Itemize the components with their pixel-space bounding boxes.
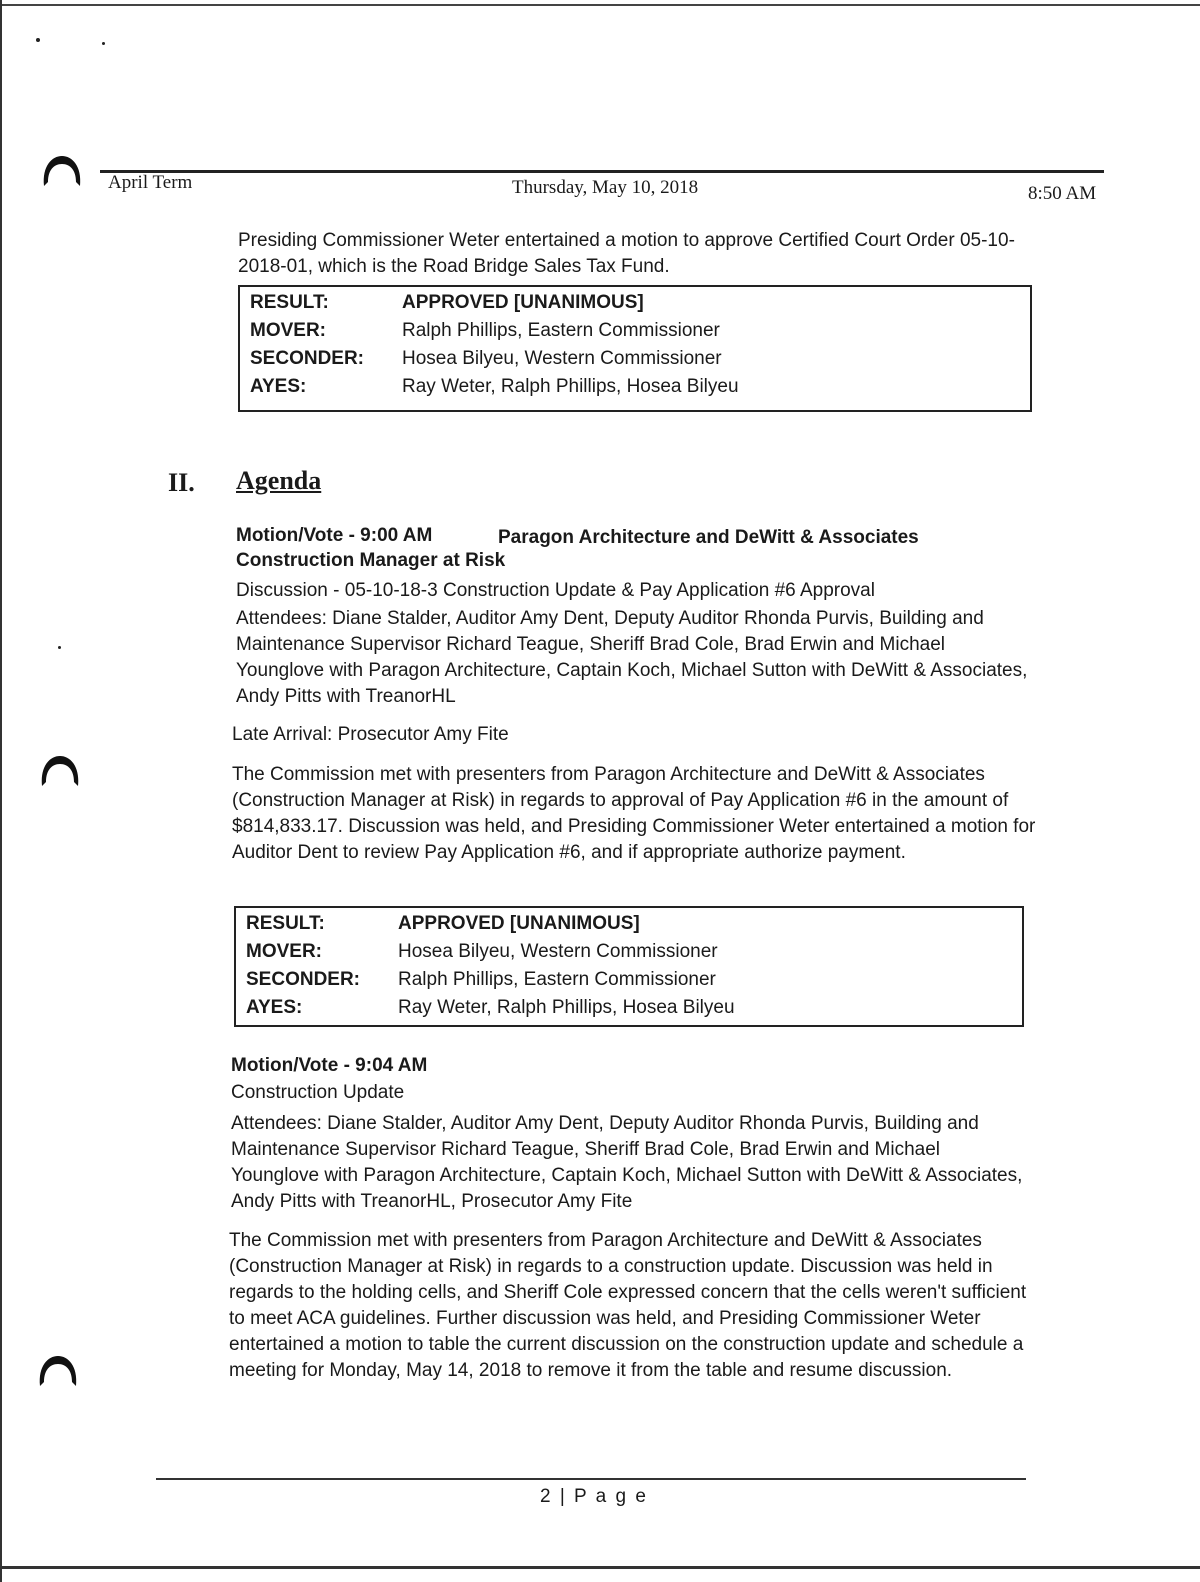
scan-speck — [36, 38, 40, 42]
motion-subtitle: Construction Manager at Risk — [236, 550, 506, 571]
punch-hole-icon — [38, 752, 82, 792]
motion-label: Motion/Vote - 9:04 AM — [231, 1055, 428, 1076]
attendees-paragraph: Attendees: Diane Stalder, Auditor Amy Dent, Deputy Auditor Rhonda Purvis, Building and Maintenance Supervisor Richard Teague, Sheriff Brad Cole, Brad Erwin and Michael Younglove with Paragon Architecture, Captain Koch, Michael Sutton with DeWitt & Associates, Andy Pitts with TreanorHL, Prosecutor Amy Fite — [231, 1113, 1023, 1212]
punch-hole-icon — [36, 1352, 80, 1392]
vote-table — [234, 906, 1024, 1027]
scan-speck — [102, 42, 105, 45]
vote-row-ayes — [246, 994, 1022, 1022]
intro-paragraph: Presiding Commissioner Weter entertained a motion to approve Certified Court Order 05-10-2018-01, which is the Road Bridge Sales Tax Fund. — [238, 230, 1015, 277]
vote-row-mover — [246, 938, 1022, 966]
discussion-line: Discussion - 05-10-18-3 Construction Update & Pay Application #6 Approval — [236, 580, 875, 601]
scan-border-top — [0, 4, 1200, 6]
vote-value: APPROVED [UNANIMOUS] — [398, 913, 640, 934]
vote-key: AYES: — [250, 376, 307, 397]
motion-label: Motion/Vote - 9:00 AM — [236, 525, 433, 546]
vote-value: APPROVED [UNANIMOUS] — [402, 292, 644, 313]
vote-row-seconder — [250, 345, 1030, 373]
vote-key: AYES: — [246, 997, 303, 1018]
scan-border-bottom — [0, 1566, 1200, 1569]
page-number: 2 | P a g e — [540, 1486, 648, 1507]
motion-body-paragraph: The Commission met with presenters from Paragon Architecture and DeWitt & Associates (Construction Manager at Risk) in regards to approval of Pay Application #6 in the amount of $814,833.17. Discussion was held, and Presiding Commissioner Weter entertained a motion for Auditor Dent to review Pay Application #6, and if appropriate authorize payment. — [232, 764, 1036, 863]
header-time: 8:50 AM — [1028, 183, 1097, 204]
vote-key: SECONDER: — [246, 969, 361, 990]
vote-row-mover — [250, 317, 1030, 345]
vote-row-ayes — [250, 373, 1030, 401]
vote-value: Hosea Bilyeu, Western Commissioner — [398, 941, 718, 962]
vote-row-result — [250, 289, 1030, 317]
footer-rule — [156, 1478, 1026, 1480]
section-title: Agenda — [236, 466, 322, 495]
header-term: April Term — [108, 172, 193, 193]
vote-value: Ray Weter, Ralph Phillips, Hosea Bilyeu — [402, 376, 739, 397]
vote-key: RESULT: — [246, 913, 325, 934]
vote-row-seconder — [246, 966, 1022, 994]
vote-key: MOVER: — [250, 320, 326, 341]
vote-value: Ralph Phillips, Eastern Commissioner — [402, 320, 720, 341]
vote-key: SECONDER: — [250, 348, 365, 369]
header-rule — [100, 170, 1104, 173]
motion-body-paragraph: The Commission met with presenters from Paragon Architecture and DeWitt & Associates (Construction Manager at Risk) in regards to a construction update. Discussion was held in regards to the holding cells, and Sheriff Cole expressed concern that the cells weren't sufficient to meet ACA guidelines. Further discussion was held, and Presiding Commissioner Weter entertained a motion to table the current discussion on the construction update and schedule a meeting for Monday, May 14, 2018 to remove it from the table and resume discussion. — [229, 1230, 1027, 1381]
header-date: Thursday, May 10, 2018 — [512, 177, 699, 198]
vote-row-result — [246, 910, 1022, 938]
section-number: II. — [168, 468, 195, 497]
vote-value: Hosea Bilyeu, Western Commissioner — [402, 348, 722, 369]
punch-hole-icon — [40, 152, 84, 192]
scan-border-left — [0, 0, 2, 1582]
vote-key: MOVER: — [246, 941, 322, 962]
vote-key: RESULT: — [250, 292, 329, 313]
attendees-paragraph: Attendees: Diane Stalder, Auditor Amy Dent, Deputy Auditor Rhonda Purvis, Building and Maintenance Supervisor Richard Teague, Sheriff Brad Cole, Brad Erwin and Michael Younglove with Paragon Architecture, Captain Koch, Michael Sutton with DeWitt & Associates, Andy Pitts with TreanorHL — [236, 608, 1028, 707]
vote-value: Ray Weter, Ralph Phillips, Hosea Bilyeu — [398, 997, 735, 1018]
motion-title: Paragon Architecture and DeWitt & Associates — [498, 527, 919, 548]
motion-subtitle: Construction Update — [231, 1082, 405, 1103]
vote-table — [238, 285, 1032, 412]
late-arrival-line: Late Arrival: Prosecutor Amy Fite — [232, 724, 509, 745]
scan-speck — [58, 646, 61, 649]
vote-value: Ralph Phillips, Eastern Commissioner — [398, 969, 716, 990]
